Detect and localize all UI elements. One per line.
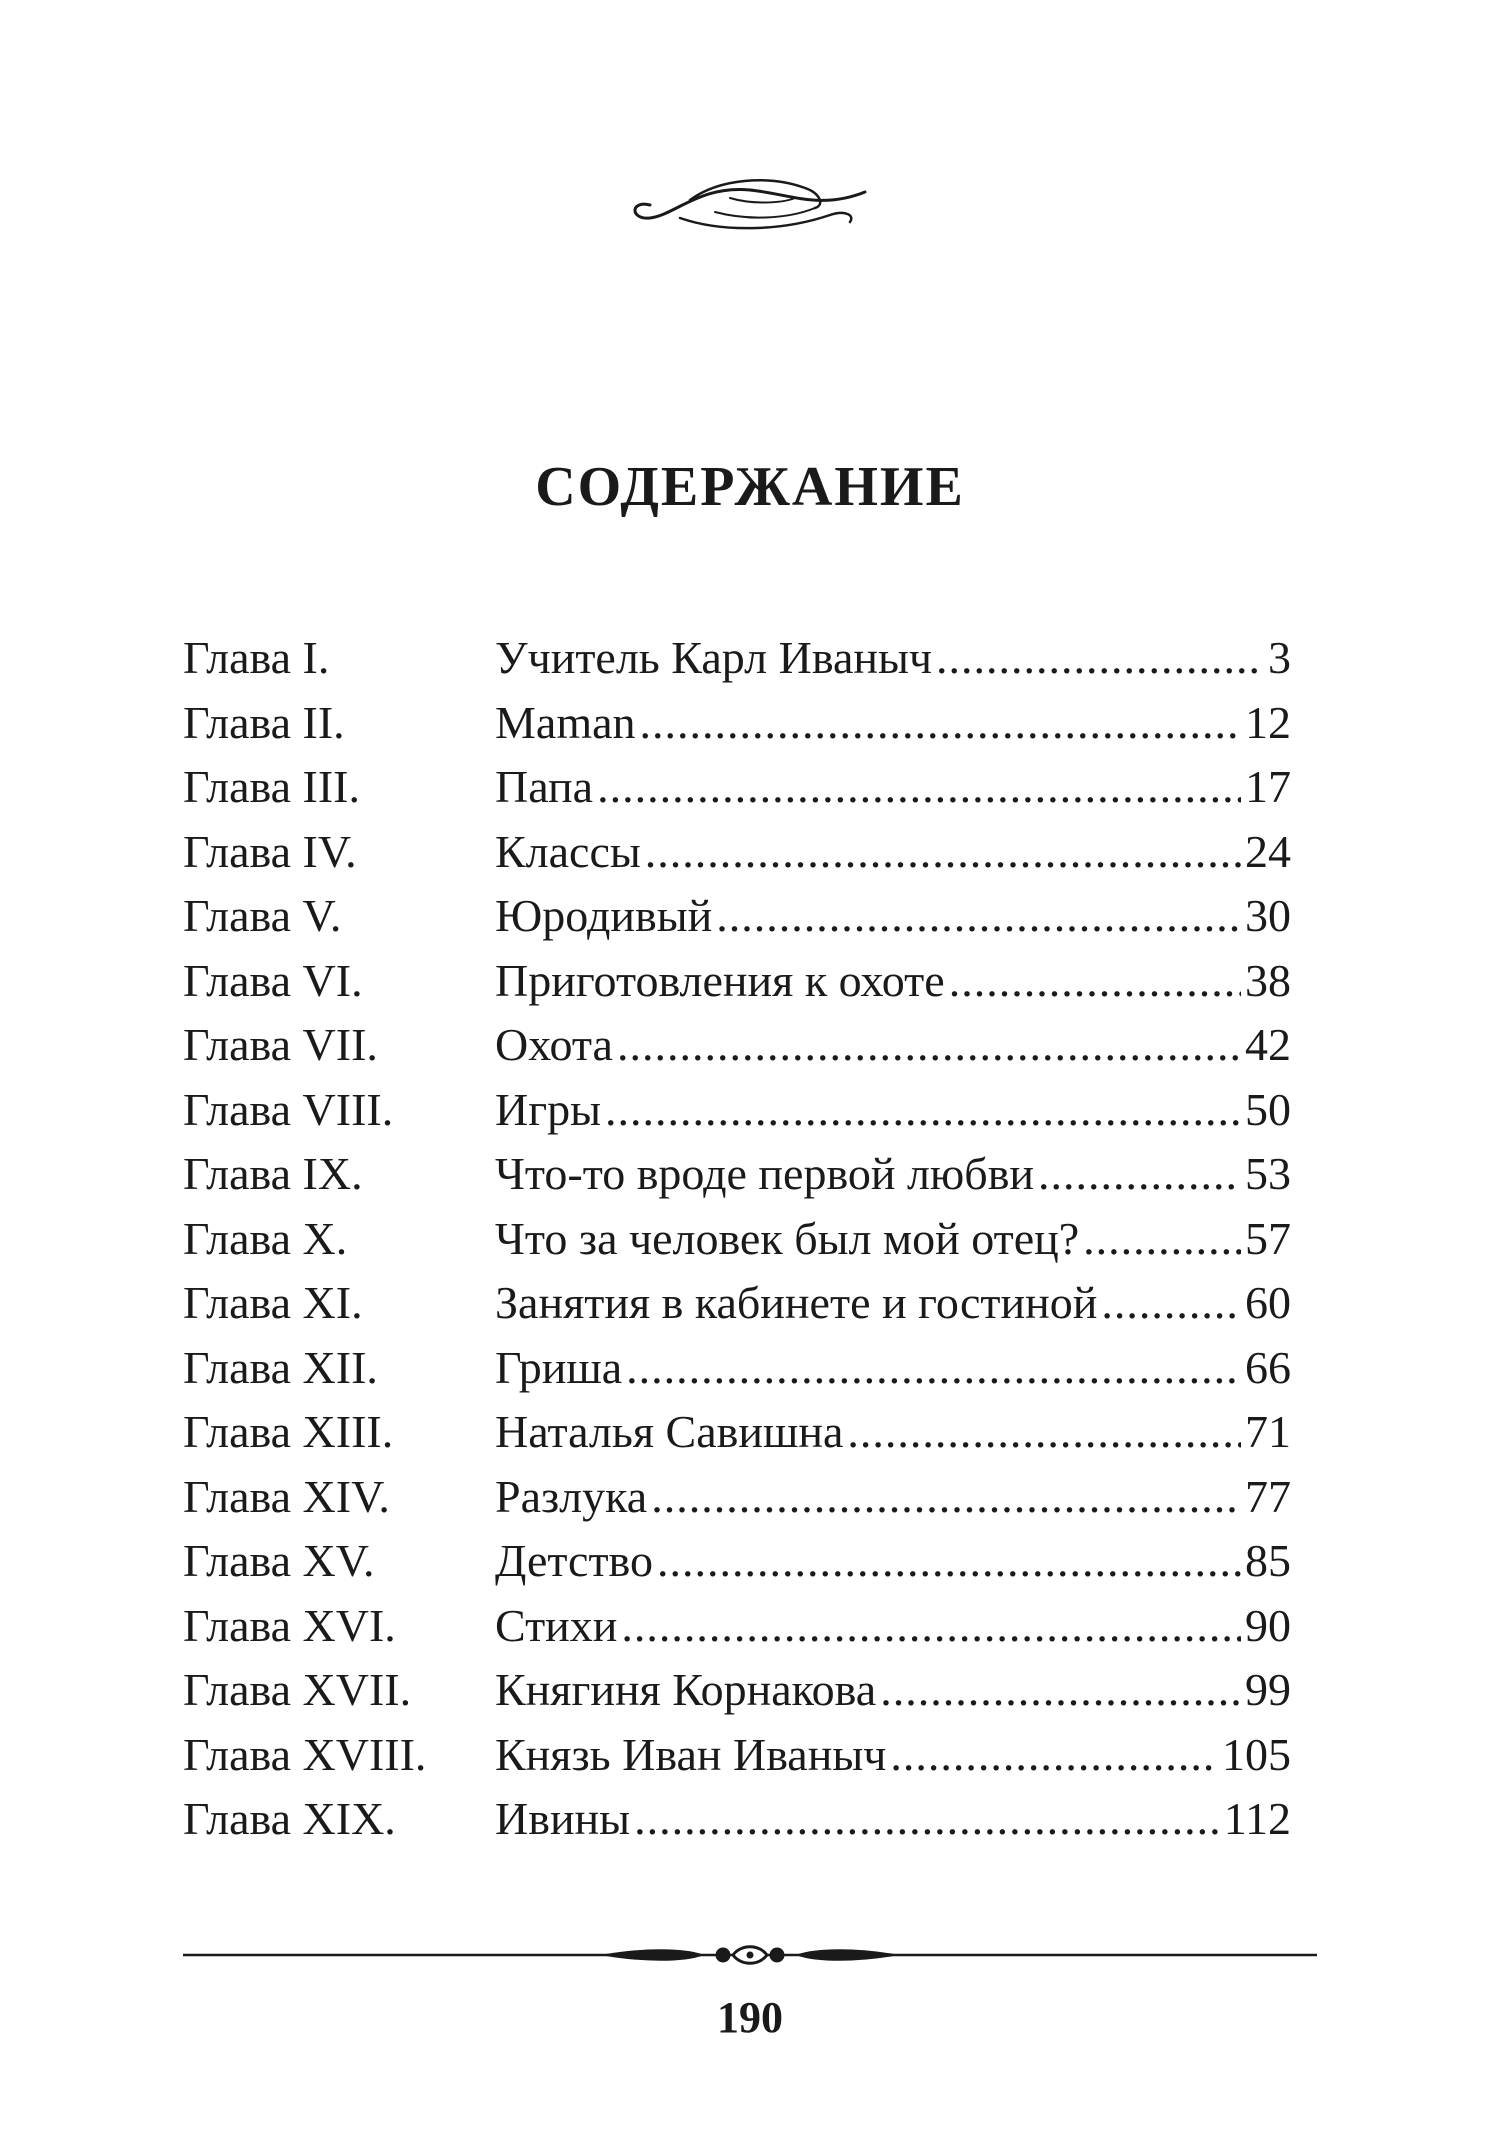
toc-dot-leader	[651, 1465, 1241, 1530]
toc-row	[183, 1400, 1291, 1465]
toc-entry	[495, 626, 1291, 691]
toc-page-number: 66	[1245, 1341, 1291, 1393]
toc-page-number: 53	[1245, 1148, 1291, 1199]
toc-chapter-number: Глава VII.	[183, 1019, 378, 1070]
toc-dot-leader	[1101, 1271, 1241, 1336]
page-number: 190	[717, 1993, 783, 2042]
toc-row	[183, 626, 1291, 691]
toc-chapter-number: Глава XVI.	[183, 1599, 396, 1651]
toc-chapter-title: Наталья Савишна	[495, 1406, 844, 1457]
toc-page-number: 42	[1245, 1019, 1291, 1070]
toc-page-number: 30	[1245, 890, 1291, 941]
toc-chapter-number: Глава XV.	[183, 1535, 375, 1586]
toc-chapter-title: Занятия в кабинете и гостиной	[495, 1277, 1098, 1328]
toc-chapter-title: Приготовления к охоте	[495, 954, 945, 1006]
toc-row	[183, 1465, 1291, 1530]
toc-chapter-title: Охота	[495, 1019, 613, 1070]
toc-chapter-number: Глава XIV.	[183, 1470, 390, 1522]
toc-entry	[495, 1529, 1291, 1594]
toc-page-number: 105	[1222, 1728, 1291, 1780]
toc-entry	[495, 1336, 1291, 1401]
toc-chapter-number: Глава XII.	[183, 1341, 378, 1393]
toc-row	[183, 1207, 1291, 1272]
toc-row	[183, 1594, 1291, 1659]
toc-chapter-number: Глава VI.	[183, 954, 363, 1006]
toc-chapter-number: Глава IV.	[183, 825, 357, 877]
toc-row	[183, 884, 1291, 949]
toc-chapter-number: Глава II.	[183, 696, 345, 748]
toc-entry	[495, 884, 1291, 949]
toc-entry	[495, 1207, 1291, 1272]
toc-row	[183, 820, 1291, 885]
toc-row	[183, 1723, 1291, 1788]
toc-dot-leader	[936, 626, 1264, 691]
toc-dot-leader	[880, 1658, 1241, 1723]
toc-dot-leader	[890, 1723, 1218, 1788]
toc-chapter-number: Глава VIII.	[183, 1083, 394, 1135]
toc-entry	[495, 1142, 1291, 1207]
toc-entry	[495, 755, 1291, 820]
toc-entry	[495, 1400, 1291, 1465]
toc-page-number: 24	[1245, 825, 1291, 877]
footer-ornament-rule-icon	[183, 1940, 1317, 1970]
toc-row	[183, 1078, 1291, 1143]
toc-page-number: 3	[1268, 632, 1291, 683]
toc-page-number: 90	[1245, 1599, 1291, 1651]
toc-page-number: 38	[1245, 954, 1291, 1006]
toc-entry	[495, 1787, 1291, 1852]
toc-dot-leader	[605, 1078, 1241, 1143]
toc-page-number: 57	[1245, 1212, 1291, 1264]
toc-entry	[495, 1594, 1291, 1659]
toc-dot-leader	[621, 1594, 1241, 1659]
toc-page-number: 17	[1245, 761, 1291, 812]
toc-chapter-title: Разлука	[495, 1470, 648, 1522]
toc-dot-leader	[634, 1787, 1220, 1852]
toc-dot-leader	[640, 691, 1241, 756]
toc-chapter-number: Глава V.	[183, 890, 342, 941]
toc-chapter-number: Глава III.	[183, 761, 360, 812]
toc-chapter-title: Гриша	[495, 1341, 623, 1393]
toc-row	[183, 1529, 1291, 1594]
toc-dot-leader	[949, 949, 1241, 1014]
toc-row	[183, 949, 1291, 1014]
toc-entry	[495, 1013, 1291, 1078]
toc-chapter-title: Что-то вроде первой любви	[495, 1148, 1035, 1199]
toc-chapter-title: Maman	[495, 696, 636, 748]
toc-row	[183, 755, 1291, 820]
toc-row	[183, 1142, 1291, 1207]
toc-chapter-number: Глава XVII.	[183, 1664, 412, 1715]
toc-entry	[495, 1723, 1291, 1788]
toc-row	[183, 1271, 1291, 1336]
toc-entry	[495, 1658, 1291, 1723]
toc-chapter-title: Стихи	[495, 1599, 618, 1651]
toc-page-number: 77	[1245, 1470, 1291, 1522]
toc-row	[183, 1336, 1291, 1401]
flourish-ornament-icon	[620, 160, 880, 250]
toc-entry	[495, 1271, 1291, 1336]
toc-chapter-title: Папа	[495, 761, 594, 812]
page-title: СОДЕРЖАНИЕ	[535, 456, 965, 518]
toc-dot-leader	[1083, 1207, 1241, 1272]
toc-chapter-title: Учитель Карл Иваныч	[495, 632, 933, 683]
toc-chapter-number: Глава XVIII.	[183, 1728, 427, 1780]
toc-chapter-title: Юродивый	[495, 890, 713, 941]
toc-chapter-title: Игры	[495, 1083, 601, 1135]
toc-row	[183, 1787, 1291, 1852]
toc-chapter-title: Княгиня Корнакова	[495, 1664, 877, 1715]
toc-page-number: 112	[1223, 1793, 1291, 1844]
toc-dot-leader	[1038, 1142, 1241, 1207]
toc-chapter-title: Князь Иван Иваныч	[495, 1728, 887, 1780]
toc-page-number: 50	[1245, 1083, 1291, 1135]
table-of-contents	[183, 626, 1291, 1852]
toc-entry	[495, 691, 1291, 756]
toc-row	[183, 691, 1291, 756]
toc-chapter-number: Глава XI.	[183, 1277, 363, 1328]
toc-row	[183, 1658, 1291, 1723]
toc-chapter-title: Что за человек был мой отец?	[495, 1212, 1080, 1264]
toc-dot-leader	[847, 1400, 1241, 1465]
toc-dot-leader	[716, 884, 1241, 949]
toc-page-number: 60	[1245, 1277, 1291, 1328]
toc-dot-leader	[617, 1013, 1241, 1078]
toc-chapter-number: Глава IX.	[183, 1148, 363, 1199]
toc-chapter-title: Ивины	[495, 1793, 631, 1844]
toc-dot-leader	[645, 820, 1241, 885]
toc-page-number: 85	[1245, 1535, 1291, 1586]
toc-dot-leader	[597, 755, 1241, 820]
toc-dot-leader	[626, 1336, 1241, 1401]
toc-page-number: 71	[1245, 1406, 1291, 1457]
toc-dot-leader	[657, 1529, 1241, 1594]
toc-entry	[495, 1078, 1291, 1143]
toc-chapter-title: Классы	[495, 825, 641, 877]
toc-page-number: 99	[1245, 1664, 1291, 1715]
toc-entry	[495, 949, 1291, 1014]
toc-chapter-number: Глава I.	[183, 632, 330, 683]
toc-entry	[495, 820, 1291, 885]
toc-page-number: 12	[1245, 696, 1291, 748]
toc-chapter-number: Глава X.	[183, 1212, 348, 1264]
toc-chapter-number: Глава XIX.	[183, 1793, 396, 1844]
toc-chapter-number: Глава XIII.	[183, 1406, 394, 1457]
toc-chapter-title: Детство	[495, 1535, 653, 1586]
toc-entry	[495, 1465, 1291, 1530]
toc-row	[183, 1013, 1291, 1078]
